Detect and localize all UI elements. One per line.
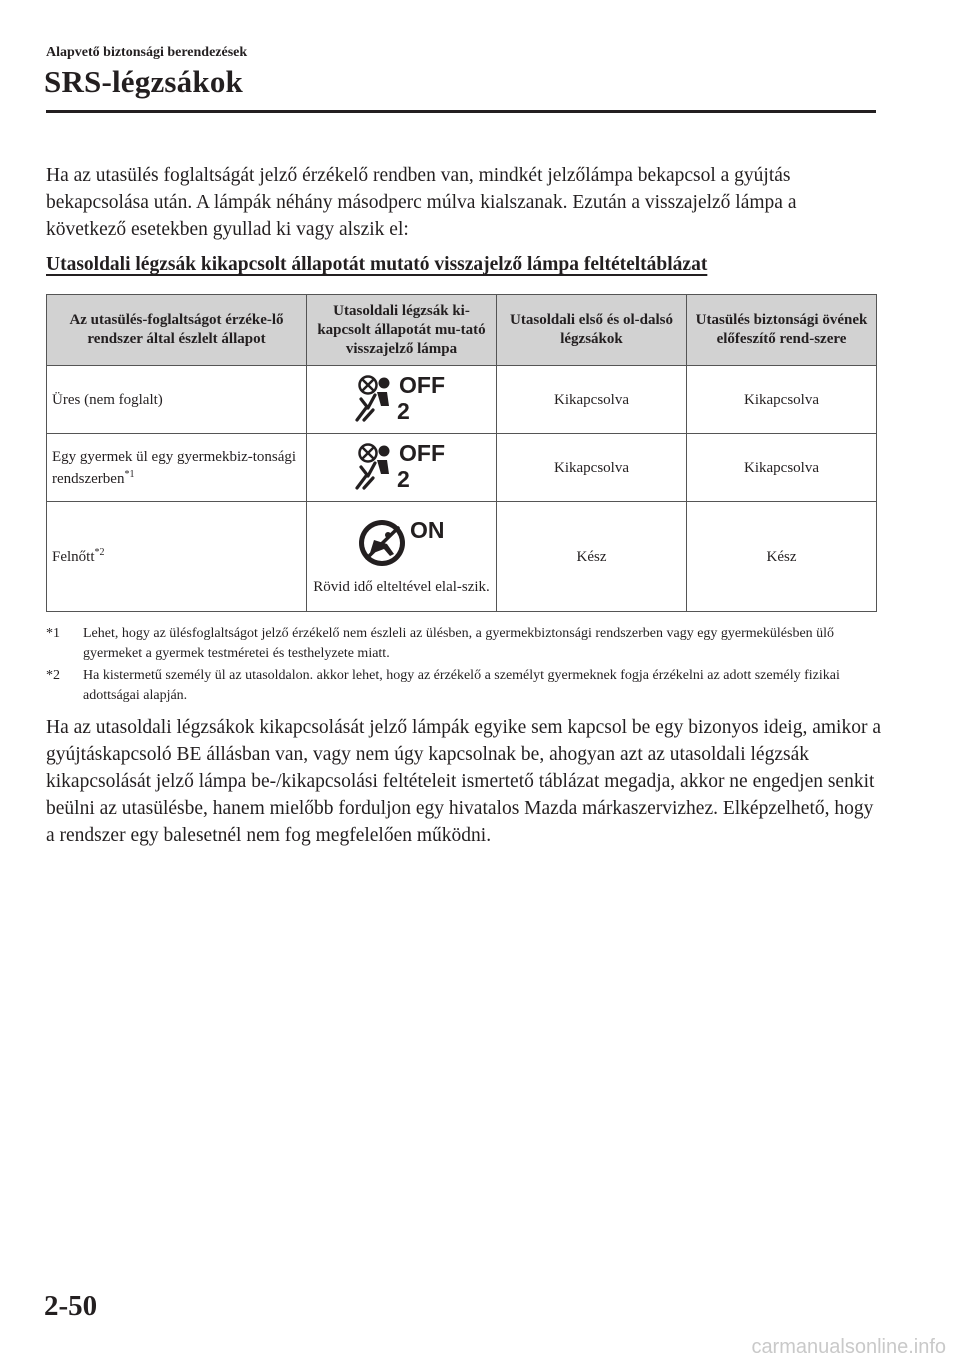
pretensioner-cell: Kikapcsolva [687, 366, 877, 434]
passenger-airbag-on-icon [354, 516, 450, 568]
footnote [46, 624, 876, 664]
footnotes [46, 624, 876, 708]
airbags-cell: Kikapcsolva [497, 434, 687, 502]
watermark: carmanualsonline.info [751, 1336, 946, 1358]
footnote-text: Ha kistermetű személy ül az utasoldalon. akkor lehet, hogy az érzékelő a személyt gyermeknek fogja érzékelni az adott személy fizikai adottságai alapján. [83, 668, 840, 703]
page-number: 2-50 [44, 1290, 98, 1322]
header-detected-state: Az utasülés-foglaltságot érzéke-lő rendszer által észlelt állapot [47, 295, 307, 366]
header-indicator-lamp: Utasoldali légzsák ki-kapcsolt állapotát mu-tató visszajelző lámpa [307, 295, 497, 366]
table-header-row [47, 295, 877, 366]
svg-text:OFF: OFF [398, 440, 445, 466]
condition-table [46, 294, 877, 612]
section-label: Alapvető biztonsági berendezések [46, 45, 248, 60]
warning-paragraph: Ha az utasoldali légzsákok kikapcsolását jelző lámpák egyike sem kapcsol be egy bizonyos ideig, amikor a gyújtáskapcsoló BE állásban van, vagy nem úgy kapcsolnak be, ahogyan azt az utasoldali légzsák kikapcsolását jelző lámpa be-/kikapcsolási feltételeit ismertető táblázat megadja, akkor ne engedjen senkit beülni az utasülésbe, hanem mielőbb forduljon egy hivatalos Mazda márkaszervizhez. Elképzelhető, hogy a rendszer egy balesetnél nem fog megfelelően működni. [46, 717, 881, 846]
indicator-note: Rövid idő elteltével elal-szik. [313, 578, 490, 595]
indicator-cell [307, 366, 497, 434]
indicator-cell [307, 434, 497, 502]
footnote-mark: *2 [46, 668, 60, 683]
state-cell: Felnőtt$^{*2}$ [47, 502, 307, 612]
indicator-wrap [313, 516, 490, 597]
header-pretensioner: Utasülés biztonsági övének előfeszítő rend-szere [687, 295, 877, 366]
state-cell: Üres (nem foglalt) [47, 366, 307, 434]
page-title: SRS-légzsákok [44, 64, 243, 99]
intro-paragraph: Ha az utasülés foglaltságát jelző érzékelő rendben van, mindkét jelzőlámpa bekapcsol a gyújtás bekapcsolása után. A lámpák néhány másodperc múlva kialszanak. Ezután a visszajelző lámpa a következő esetekben gyullad ki vagy alszik el: [46, 165, 797, 240]
footnote-mark: *1 [46, 626, 60, 641]
pretensioner-cell: Kész [687, 502, 877, 612]
header-front-side-airbags: Utasoldali első és ol-dalsó légzsákok [497, 295, 687, 366]
passenger-airbag-off-icon [351, 369, 453, 423]
title-rule [46, 110, 876, 113]
airbags-cell: Kész [497, 502, 687, 612]
table-heading: Utasoldali légzsák kikapcsolt állapotát mutató visszajelző lámpa feltételtáblázat [46, 254, 708, 275]
indicator-cell [307, 502, 497, 612]
airbags-cell: Kikapcsolva [497, 366, 687, 434]
svg-text:2: 2 [396, 466, 410, 491]
svg-text:2: 2 [396, 398, 410, 423]
state-cell: Egy gyermek ül egy gyermekbiz-tonsági rendszerben$^{*1}$ [47, 434, 307, 502]
passenger-airbag-off-icon [351, 437, 453, 491]
table-row [47, 502, 877, 612]
table-row [47, 366, 877, 434]
svg-text:OFF: OFF [398, 372, 445, 398]
footnote-text: Lehet, hogy az ülésfoglaltságot jelző érzékelő nem észleli az ülésben, a gyermekbiztonsági rendszerben vagy egy gyermekülésben ülő gyermeket a gyermek testméretei és testhelyzete miatt. [83, 626, 835, 661]
svg-text:ON: ON [409, 516, 444, 543]
pretensioner-cell: Kikapcsolva [687, 434, 877, 502]
footnote [46, 666, 876, 706]
table-row [47, 434, 877, 502]
